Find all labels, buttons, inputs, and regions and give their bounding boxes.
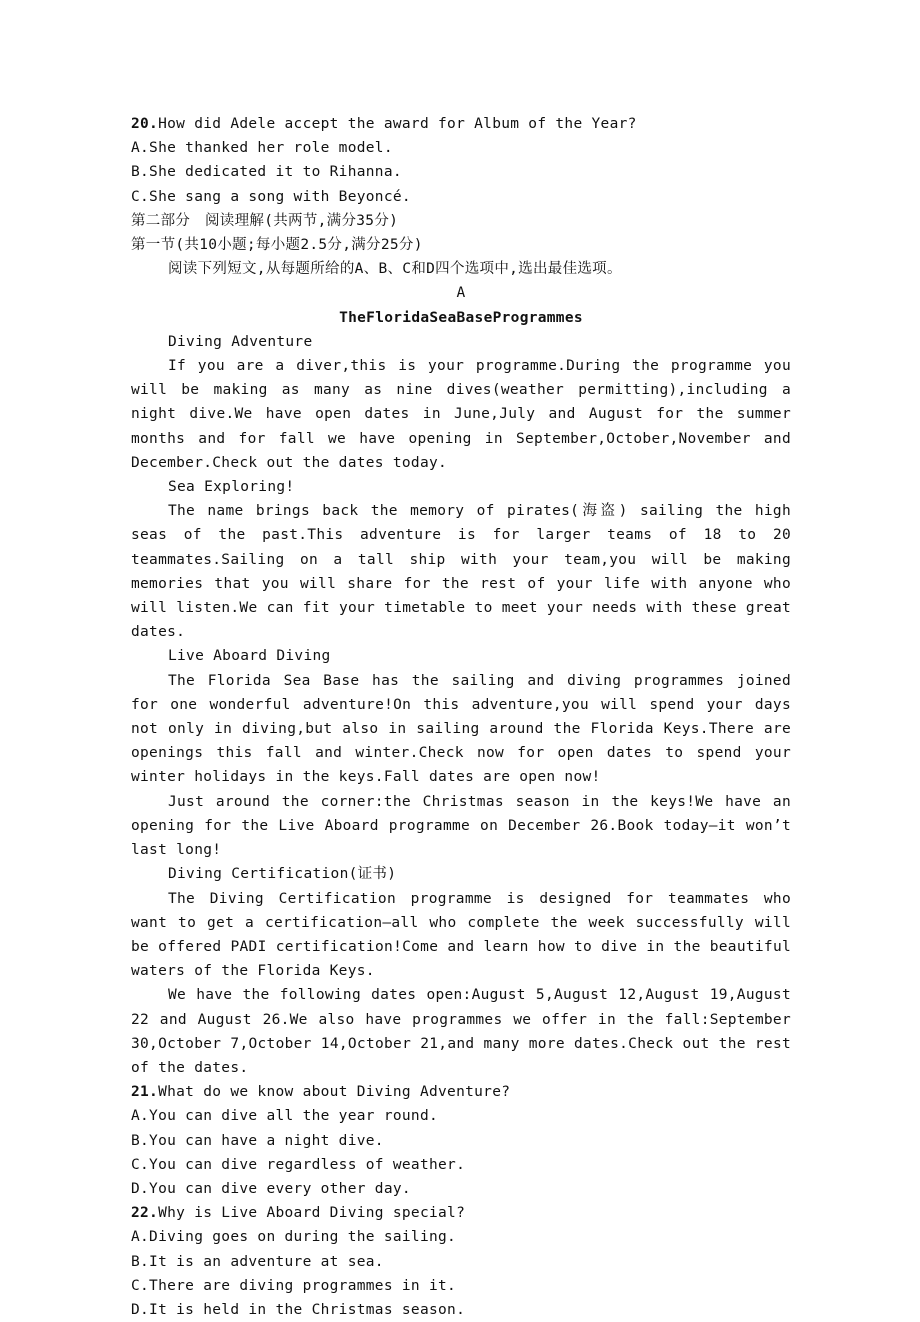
option-b: B.It is an adventure at sea. [131,1253,384,1270]
question-20 [131,112,791,136]
option-c: C.She sang a song with Beyoncé. [131,188,411,205]
section-title: 第一节(共10小题;每小题2.5分,满分25分) [131,237,423,254]
question-number: 21. [131,1084,159,1101]
question-text: How did Adele accept the award for Album of the Year? [158,116,637,132]
section-heading: Diving Adventure [168,333,313,350]
option-a: A.You can dive all the year round. [131,1108,439,1125]
paragraph: Just around the corner:the Christmas season in the keys!We have an opening for the Live Aboard programme on December 26.Book today—it won’t last long! [131,793,791,859]
passage-title: TheFloridaSeaBaseProgrammes [339,309,583,326]
paragraph: The Florida Sea Base has the sailing and diving programmes joined for one wonderful adventure!On this adventure,you will spend your days not only in diving,but also in sailing around the Florida Keys.There are openings this fall and winter.Check now for open dates to spend your winter holidays in the keys.Fall dates are open now! [131,672,791,786]
section-heading: Diving Certification(证书) [168,866,397,883]
section-heading: Sea Exploring! [168,479,295,496]
option-d: D.You can dive every other day. [131,1180,411,1197]
question-22 [131,1201,791,1225]
paragraph: The Diving Certification programme is designed for teammates who want to get a certification—all who complete the week successfully will be offered PADI certification!Come and learn how to dive in the beautiful waters of the Florida Keys. [131,890,791,980]
option-a: A.Diving goes on during the sailing. [131,1229,457,1246]
question-text: Why is Live Aboard Diving special? [158,1205,466,1222]
option-b: B.You can have a night dive. [131,1132,384,1149]
option-d: D.It is held in the Christmas season. [131,1301,466,1318]
question-21 [131,1080,791,1104]
option-b: B.She dedicated it to Rihanna. [131,164,402,181]
passage-letter: A [456,285,466,302]
paragraph: The name brings back the memory of pirates(海盗) sailing the high seas of the past.This adventure is for larger teams of 18 to 20 teammates.Sailing on a tall ship with your team,you will be making memories that you will share for the rest of your life with anyone who will listen.We can fit your timetable to meet your needs with these great dates. [131,503,791,641]
question-number: 20. [131,116,159,132]
paragraph: We have the following dates open:August 5,August 12,August 19,August 22 and August 26.We also have programmes we offer in the fall:September 30,October 7,October 14,October 21,and many more dates.Check out the rest of the dates. [131,987,791,1076]
section-heading: Live Aboard Diving [168,648,331,665]
exam-page [131,112,791,1322]
paragraph: If you are a diver,this is your programme.During the programme you will be making as many as nine dives(weather permitting),including a night dive.We have open dates in June,July and August for the summer months and for fall we have opening in September,October,November and December.Check out the dates today. [131,358,791,471]
part-title: 第二部分 阅读理解(共两节,满分35分) [131,212,399,229]
option-c: C.You can dive regardless of weather. [131,1156,466,1173]
instruction: 阅读下列短文,从每题所给的A、B、C和D四个选项中,选出最佳选项。 [168,261,622,278]
question-text: What do we know about Diving Adventure? [158,1084,511,1101]
question-number: 22. [131,1205,159,1222]
option-a: A.She thanked her role model. [131,140,393,157]
option-c: C.There are diving programmes in it. [131,1277,457,1294]
